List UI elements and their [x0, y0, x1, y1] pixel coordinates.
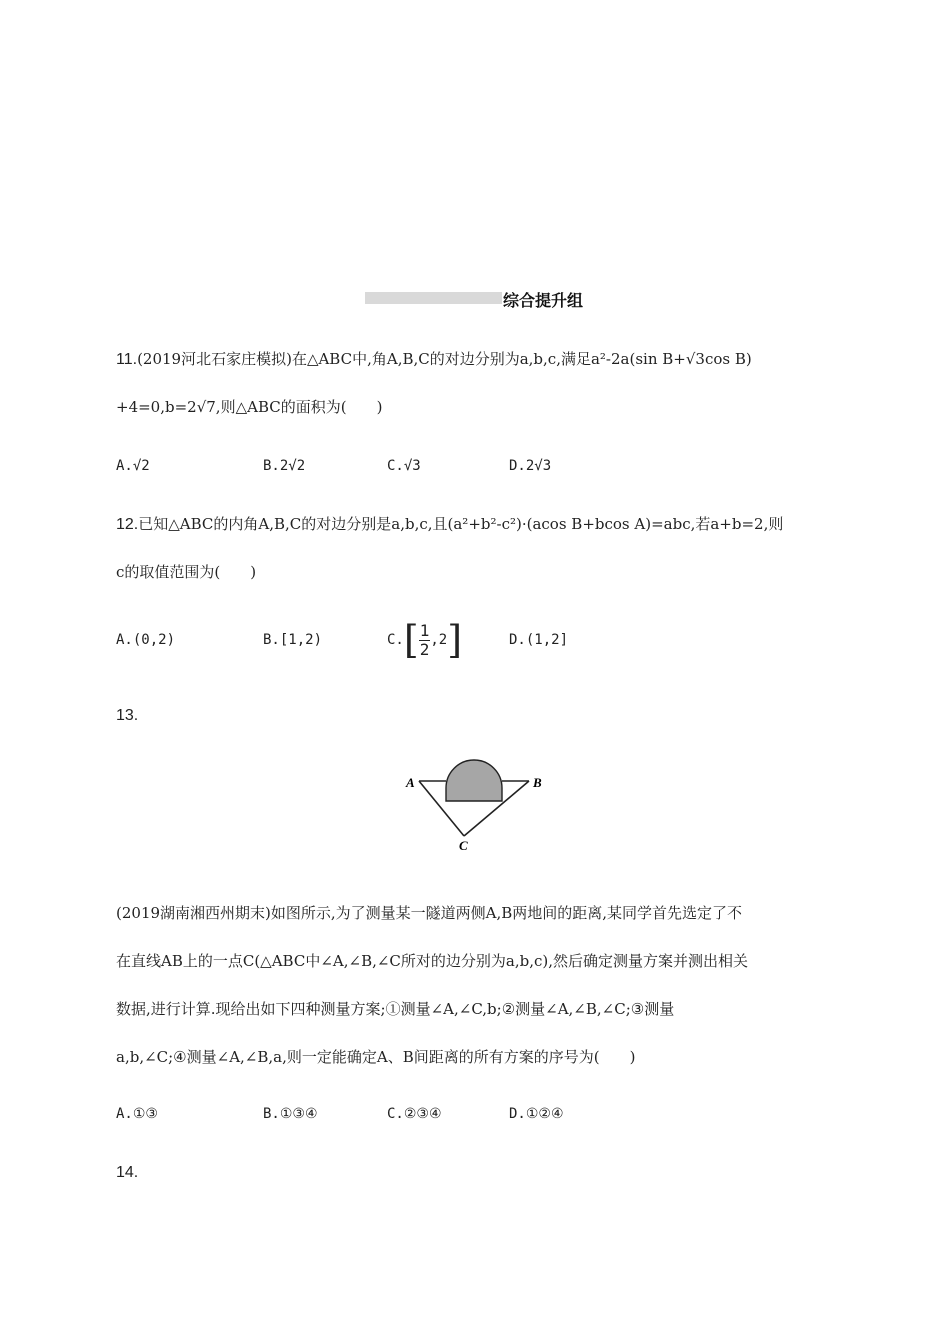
- fraction-numerator: 1: [419, 620, 430, 640]
- right-bracket-glyph: ]: [447, 618, 463, 662]
- question-14-number: [116, 1162, 138, 1183]
- question-11-line-2: +4=0,b=2√7,则△ABC的面积为( ): [116, 398, 383, 416]
- vertex-label-b: B: [533, 775, 542, 790]
- question-13-text-2: 在直线AB上的一点C(△ABC中∠A,∠B,∠C所对的边分别为a,b,c),然后确定测量方案并测出相关: [116, 952, 749, 970]
- q11-option-c: C.√3: [387, 458, 421, 474]
- fraction-denominator: 2: [419, 639, 430, 659]
- question-11-number: 11.: [116, 351, 138, 368]
- q12-option-a: A.(0,2): [116, 632, 176, 648]
- q12-option-c-prefix: C.: [387, 632, 404, 648]
- q11-option-a: A.√2: [116, 458, 150, 474]
- vertex-label-c: C: [459, 838, 468, 853]
- section-header-bar: [365, 292, 502, 304]
- q13-option-c: C.②③④: [387, 1106, 442, 1122]
- q13-option-b: B.①③④: [263, 1106, 318, 1122]
- q12-option-b: B.[1,2): [263, 632, 323, 648]
- vertex-label-a: A: [406, 775, 415, 790]
- question-11-line-1: [116, 349, 752, 370]
- q13-option-d: D.①②④: [509, 1106, 564, 1122]
- q11-option-b: B.2√2: [263, 458, 306, 474]
- question-12-number: 12.: [116, 516, 139, 533]
- q12-option-c: [387, 618, 462, 662]
- fraction: [419, 622, 431, 659]
- tunnel-shape: [446, 760, 502, 801]
- question-12-line-1: [116, 514, 783, 535]
- q12-option-c-tail: ,2: [430, 632, 448, 648]
- q13-option-a: A.①③: [116, 1106, 158, 1122]
- question-13-text-1: (2019湖南湘西州期末)如图所示,为了测量某一隧道两侧A,B两地间的距离,某同学首先选定了不: [116, 904, 743, 922]
- question-11-text-1: (2019河北石家庄模拟)在△ABC中,角A,B,C的对边分别为a,b,c,满足a²-2a(sin B+√3cos B): [137, 350, 752, 368]
- left-bracket-glyph: [: [403, 618, 419, 662]
- question-13-text-4: a,b,∠C;④测量∠A,∠B,a,则一定能确定A、B间距离的所有方案的序号为( ): [116, 1048, 636, 1066]
- q12-option-d: D.(1,2]: [509, 632, 569, 648]
- question-13-number: [116, 705, 138, 726]
- tunnel-triangle-diagram: [396, 754, 556, 854]
- question-12-line-2: c的取值范围为( ): [116, 563, 257, 581]
- section-title: 综合提升组: [503, 291, 584, 310]
- question-12-text-1: 已知△ABC的内角A,B,C的对边分别是a,b,c,且(a²+b²-c²)·(acos B+bcos A)=abc,若a+b=2,则: [138, 515, 784, 533]
- q11-option-d: D.2√3: [509, 458, 552, 474]
- question-13-number-text: 13.: [116, 707, 139, 724]
- question-13-text-3: 数据,进行计算.现给出如下四种测量方案;①测量∠A,∠C,b;②测量∠A,∠B,∠C;③测量: [116, 1000, 675, 1018]
- question-14-number-text: 14.: [116, 1164, 139, 1181]
